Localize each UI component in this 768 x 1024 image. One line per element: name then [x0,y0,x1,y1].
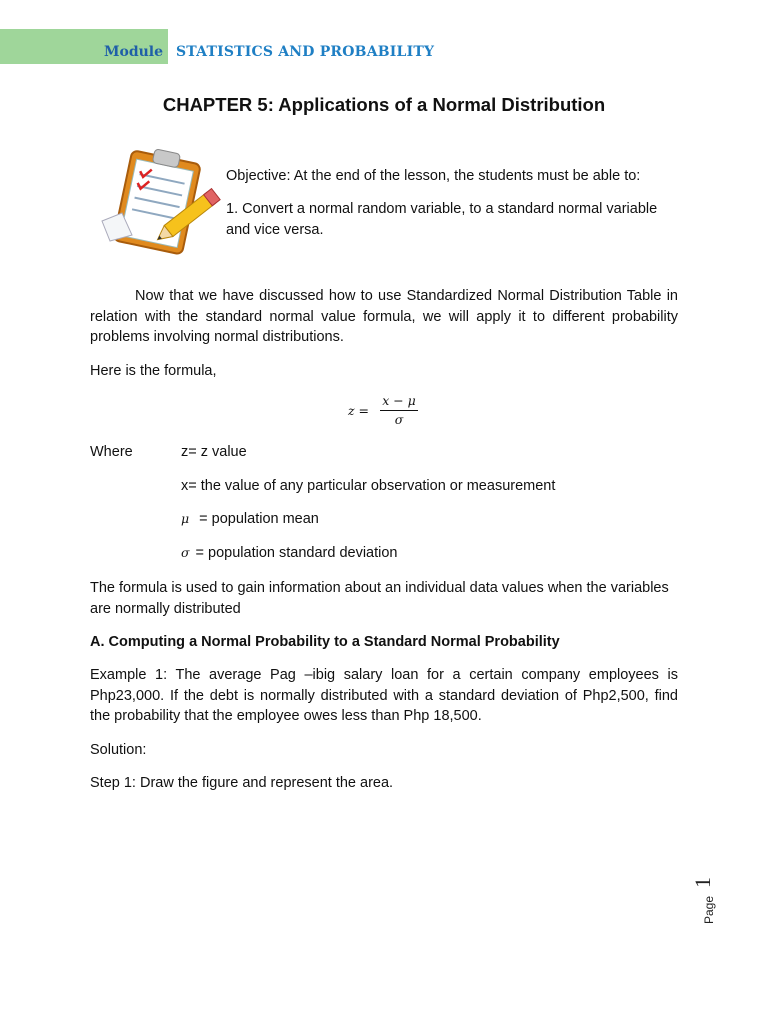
fraction-bar [380,410,418,411]
chapter-title: CHAPTER 5: Applications of a Normal Distribution [162,94,606,115]
formula-denominator: σ [394,412,404,427]
module-title: STATISTICS AND PROBABILITY [176,44,435,60]
definition-sigma-text: = population standard deviation [195,545,398,561]
mu-symbol: μ [181,511,190,526]
step-1: Step 1: Draw the figure and represent the area. [90,775,394,791]
intro-paragraph-text: Now that we have discussed how to use Standardized Normal Distribution Table in relation with the standard normal value formula, we will apply it to different probability problems involving normal distributions. [90,288,678,345]
objective-text: Objective: At the end of the lesson, the students must be able to: [226,168,641,184]
intro-paragraph [90,286,678,348]
definition-z-text: z= z value [181,444,247,460]
formula-lhs: z = [348,403,370,418]
clipboard-pencil-icon [100,143,228,261]
definition-z [181,442,247,463]
page-number-marker [690,872,740,932]
page-word: Page [702,895,716,924]
definition-mu [181,509,319,530]
objective-item-1: 1. Convert a normal random variable, to a standard normal variable and vice versa. [226,201,658,238]
page-number: 1 [690,877,715,888]
definition-x [181,476,555,497]
formula-note: The formula is used to gain information about an individual data values when the variables are normally distributed [90,580,669,617]
formula-intro: Here is the formula, [90,363,217,379]
solution-label: Solution: [90,742,147,758]
definition-sigma [181,543,398,564]
module-label: Module [104,44,164,60]
definition-x-text: x= the value of any particular observation or measurement [181,478,556,494]
section-a-heading: A. Computing a Normal Probability to a Standard Normal Probability [90,634,560,650]
definition-mu-text: = population mean [195,511,319,527]
where-label: Where [90,444,133,460]
example-1: Example 1: The average Pag –ibig salary loan for a certain company employees is Php23,000. If the debt is normally distributed with a standard deviation of Php2,500, find the probability that the employee owes less than Php 18,500. [90,667,678,724]
sigma-symbol: σ [181,545,190,560]
formula-numerator: x − μ [382,393,416,408]
formula-fraction [380,393,418,428]
